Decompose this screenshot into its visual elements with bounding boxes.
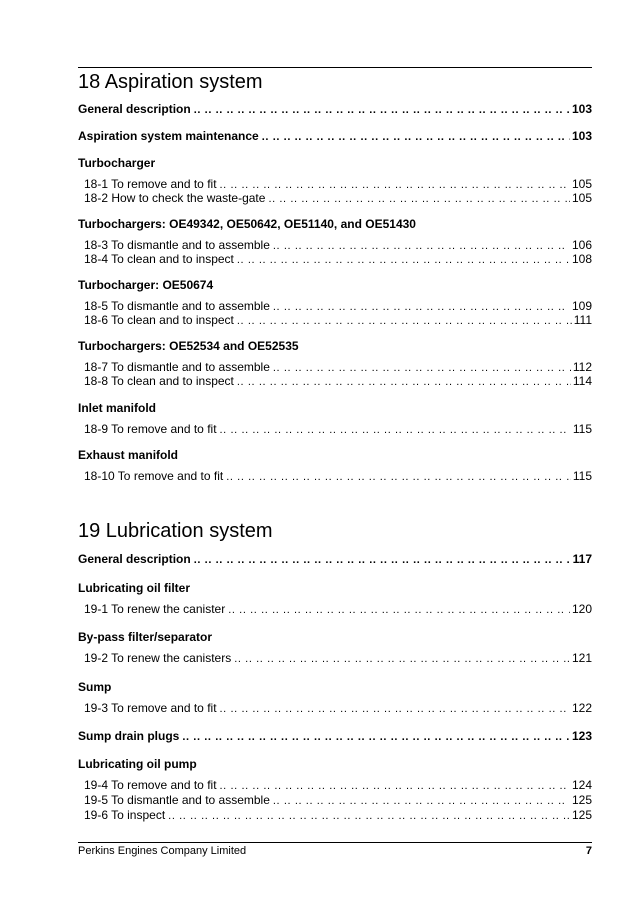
- toc-entry-general-description[interactable]: [78, 552, 592, 567]
- entry-page: 106: [571, 238, 592, 252]
- dot-leader: [220, 178, 570, 192]
- entry-label: 19-2 To renew the canisters: [84, 651, 232, 665]
- entry-page: 109: [571, 299, 592, 313]
- toc-entry[interactable]: [84, 422, 592, 437]
- entry-label: 18-5 To dismantle and to assemble: [84, 299, 270, 313]
- toc-entry[interactable]: [84, 191, 592, 206]
- chapter-19: [78, 517, 592, 543]
- entry-label: 18-10 To remove and to fit: [84, 469, 224, 483]
- toc-entry[interactable]: [84, 313, 592, 328]
- entry-label: General description: [78, 552, 191, 566]
- toc-entry-general-description[interactable]: [78, 102, 592, 117]
- dot-leader: [194, 103, 570, 117]
- toc-entry-sump-drain-plugs[interactable]: [78, 729, 592, 744]
- section-heading-inlet-manifold: Inlet manifold: [78, 401, 156, 415]
- entry-page: 115: [572, 469, 592, 483]
- dot-leader: [220, 779, 570, 793]
- toc-entry[interactable]: [84, 793, 592, 808]
- section-heading-lubricating-oil-filter: Lubricating oil filter: [78, 581, 191, 595]
- toc-entry[interactable]: [84, 177, 592, 192]
- entry-page: 124: [571, 778, 592, 792]
- entry-label: 18-4 To clean and to inspect: [84, 252, 234, 266]
- dot-leader: [182, 730, 570, 744]
- chapter-rule: [78, 67, 592, 68]
- toc-entry[interactable]: [84, 701, 592, 716]
- entry-page: 103: [571, 102, 592, 116]
- dot-leader: [220, 423, 571, 437]
- entry-page: 125: [571, 793, 592, 807]
- section-heading-turbocharger-oe50674: Turbocharger: OE50674: [78, 278, 214, 292]
- chapter-18: [78, 67, 592, 94]
- footer-rule: [78, 842, 592, 843]
- toc-entry[interactable]: [84, 651, 592, 666]
- entry-label: 18-8 To clean and to inspect: [84, 374, 234, 388]
- entry-label: 18-2 How to check the waste-gate: [84, 191, 266, 205]
- toc-entry[interactable]: [84, 778, 592, 793]
- toc-entry[interactable]: [84, 374, 592, 389]
- section-heading-exhaust-manifold: Exhaust manifold: [78, 448, 179, 462]
- entry-label: 19-3 To remove and to fit: [84, 701, 217, 715]
- entry-page: 117: [572, 552, 592, 566]
- toc-entry[interactable]: [84, 238, 592, 253]
- dot-leader: [237, 253, 570, 267]
- chapter-title: 18 Aspiration system: [78, 71, 263, 93]
- entry-page: 111: [573, 313, 592, 327]
- section-heading-turbochargers-oe49342: Turbochargers: OE49342, OE50642, OE51140, and OE51430: [78, 217, 416, 231]
- section-heading-lubricating-oil-pump: Lubricating oil pump: [78, 757, 197, 771]
- chapter-title: 19 Lubrication system: [78, 520, 273, 542]
- entry-page: 108: [571, 252, 592, 266]
- dot-leader: [228, 603, 570, 617]
- entry-label: General description: [78, 102, 191, 116]
- entry-page: 122: [571, 701, 592, 715]
- toc-entry[interactable]: [84, 602, 592, 617]
- entry-label: 19-1 To renew the canister: [84, 602, 226, 616]
- dot-leader: [273, 300, 570, 314]
- entry-page: 125: [571, 808, 592, 822]
- dot-leader: [237, 375, 571, 389]
- dot-leader: [273, 794, 570, 808]
- entry-label: Sump drain plugs: [78, 729, 180, 743]
- entry-page: 105: [571, 177, 592, 191]
- entry-label: Aspiration system maintenance: [78, 129, 259, 143]
- entry-page: 120: [571, 602, 592, 616]
- toc-entry[interactable]: [84, 360, 592, 375]
- entry-label: 18-1 To remove and to fit: [84, 177, 217, 191]
- dot-leader: [268, 192, 570, 206]
- dot-leader: [220, 702, 570, 716]
- footer-company: Perkins Engines Company Limited: [78, 845, 247, 857]
- entry-page: 105: [571, 191, 592, 205]
- toc-entry[interactable]: [84, 808, 592, 823]
- entry-page: 123: [571, 729, 592, 743]
- section-heading-bypass-filter: By-pass filter/separator: [78, 630, 213, 644]
- entry-page: 103: [571, 129, 592, 143]
- entry-page: 115: [572, 422, 592, 436]
- toc-entry[interactable]: [84, 299, 592, 314]
- dot-leader: [194, 553, 571, 567]
- entry-label: 18-6 To clean and to inspect: [84, 313, 234, 327]
- section-heading-sump: Sump: [78, 680, 112, 694]
- section-heading-turbocharger: Turbocharger: [78, 156, 156, 170]
- entry-page: 112: [572, 360, 592, 374]
- entry-label: 18-3 To dismantle and to assemble: [84, 238, 270, 252]
- toc-entry[interactable]: [84, 252, 592, 267]
- entry-page: 121: [571, 651, 592, 665]
- footer-page-number: 7: [585, 845, 592, 857]
- entry-label: 19-5 To dismantle and to assemble: [84, 793, 270, 807]
- dot-leader: [226, 470, 571, 484]
- entry-label: 18-7 To dismantle and to assemble: [84, 360, 270, 374]
- dot-leader: [168, 809, 570, 823]
- entry-label: 19-4 To remove and to fit: [84, 778, 217, 792]
- section-heading-turbochargers-oe52534: Turbochargers: OE52534 and OE52535: [78, 339, 299, 353]
- dot-leader: [237, 314, 572, 328]
- entry-label: 19-6 To inspect: [84, 808, 166, 822]
- entry-label: 18-9 To remove and to fit: [84, 422, 217, 436]
- dot-leader: [273, 361, 571, 375]
- toc-entry[interactable]: [84, 469, 592, 484]
- dot-leader: [262, 130, 570, 144]
- toc-entry-aspiration-maintenance[interactable]: [78, 129, 592, 144]
- dot-leader: [273, 239, 570, 253]
- dot-leader: [234, 652, 570, 666]
- entry-page: 114: [572, 374, 592, 388]
